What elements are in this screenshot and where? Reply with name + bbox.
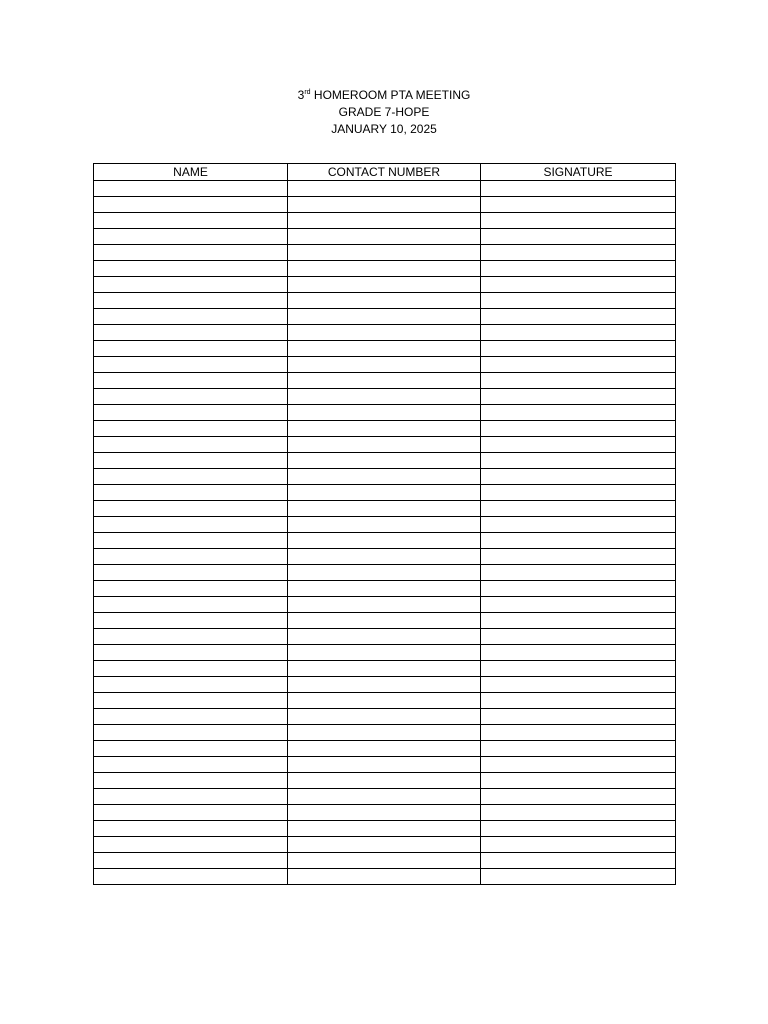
- signature-cell: [481, 197, 676, 213]
- name-cell: [94, 405, 288, 421]
- name-cell: [94, 261, 288, 277]
- table-row: [94, 229, 676, 245]
- signature-cell: [481, 309, 676, 325]
- name-cell: [94, 229, 288, 245]
- name-cell: [94, 325, 288, 341]
- signature-cell: [481, 453, 676, 469]
- contact-number-cell: [288, 869, 481, 885]
- table-row: [94, 277, 676, 293]
- table-row: [94, 501, 676, 517]
- name-cell: [94, 341, 288, 357]
- contact-number-cell: [288, 709, 481, 725]
- contact-number-cell: [288, 357, 481, 373]
- title-text: HOMEROOM PTA MEETING: [310, 88, 471, 102]
- contact-number-cell: [288, 341, 481, 357]
- contact-number-cell: [288, 741, 481, 757]
- contact-number-cell: [288, 757, 481, 773]
- name-cell: [94, 357, 288, 373]
- table-row: [94, 485, 676, 501]
- contact-number-cell: [288, 581, 481, 597]
- contact-number-cell: [288, 453, 481, 469]
- name-cell: [94, 869, 288, 885]
- contact-number-cell: [288, 693, 481, 709]
- signature-cell: [481, 581, 676, 597]
- table-row: [94, 373, 676, 389]
- contact-number-cell: [288, 661, 481, 677]
- table-row: [94, 773, 676, 789]
- signature-cell: [481, 565, 676, 581]
- table-row: [94, 789, 676, 805]
- signature-cell: [481, 245, 676, 261]
- name-cell: [94, 309, 288, 325]
- table-row: [94, 453, 676, 469]
- header-row: [94, 164, 676, 181]
- contact-number-cell: [288, 197, 481, 213]
- table-row: [94, 837, 676, 853]
- contact-number-cell: [288, 309, 481, 325]
- table-row: [94, 629, 676, 645]
- grade-section: GRADE 7-HOPE: [338, 105, 430, 119]
- table-row: [94, 469, 676, 485]
- name-cell: [94, 389, 288, 405]
- table-row: [94, 853, 676, 869]
- contact-number-cell: [288, 373, 481, 389]
- signature-cell: [481, 677, 676, 693]
- table-row: [94, 437, 676, 453]
- signature-cell: [481, 405, 676, 421]
- contact-number-cell: [288, 805, 481, 821]
- table-row: [94, 565, 676, 581]
- column-header-signature: SIGNATURE: [481, 164, 676, 181]
- signature-cell: [481, 341, 676, 357]
- table-row: [94, 197, 676, 213]
- signature-cell: [481, 629, 676, 645]
- signature-cell: [481, 597, 676, 613]
- table-row: [94, 709, 676, 725]
- contact-number-cell: [288, 821, 481, 837]
- contact-number-cell: [288, 645, 481, 661]
- document-header: [0, 87, 768, 138]
- name-cell: [94, 805, 288, 821]
- table-row: [94, 549, 676, 565]
- table-row: [94, 645, 676, 661]
- signature-cell: [481, 469, 676, 485]
- signature-cell: [481, 229, 676, 245]
- name-cell: [94, 597, 288, 613]
- signature-cell: [481, 821, 676, 837]
- name-cell: [94, 741, 288, 757]
- table-body: [94, 181, 676, 885]
- name-cell: [94, 549, 288, 565]
- signature-cell: [481, 757, 676, 773]
- signature-cell: [481, 437, 676, 453]
- name-cell: [94, 533, 288, 549]
- contact-number-cell: [288, 677, 481, 693]
- signature-cell: [481, 549, 676, 565]
- table-row: [94, 805, 676, 821]
- name-cell: [94, 469, 288, 485]
- name-cell: [94, 725, 288, 741]
- signature-cell: [481, 181, 676, 197]
- signature-cell: [481, 709, 676, 725]
- ordinal-suffix: rd: [304, 89, 311, 96]
- name-cell: [94, 773, 288, 789]
- contact-number-cell: [288, 501, 481, 517]
- signature-cell: [481, 837, 676, 853]
- name-cell: [94, 629, 288, 645]
- contact-number-cell: [288, 597, 481, 613]
- table-row: [94, 341, 676, 357]
- signature-cell: [481, 613, 676, 629]
- name-cell: [94, 661, 288, 677]
- signature-cell: [481, 773, 676, 789]
- contact-number-cell: [288, 469, 481, 485]
- table-row: [94, 757, 676, 773]
- name-cell: [94, 213, 288, 229]
- signature-cell: [481, 693, 676, 709]
- contact-number-cell: [288, 613, 481, 629]
- signature-cell: [481, 517, 676, 533]
- signature-cell: [481, 261, 676, 277]
- name-cell: [94, 709, 288, 725]
- table-row: [94, 613, 676, 629]
- meeting-title: [0, 87, 768, 104]
- contact-number-cell: [288, 549, 481, 565]
- table-row: [94, 677, 676, 693]
- name-cell: [94, 197, 288, 213]
- name-cell: [94, 565, 288, 581]
- table-row: [94, 661, 676, 677]
- name-cell: [94, 837, 288, 853]
- table-row: [94, 325, 676, 341]
- contact-number-cell: [288, 405, 481, 421]
- name-cell: [94, 245, 288, 261]
- contact-number-cell: [288, 565, 481, 581]
- name-cell: [94, 453, 288, 469]
- signature-cell: [481, 789, 676, 805]
- signature-cell: [481, 661, 676, 677]
- contact-number-cell: [288, 229, 481, 245]
- column-header-contact-number: CONTACT NUMBER: [288, 164, 481, 181]
- attendance-table: [93, 163, 676, 885]
- column-header-name: NAME: [94, 164, 288, 181]
- signature-cell: [481, 741, 676, 757]
- name-cell: [94, 677, 288, 693]
- contact-number-cell: [288, 789, 481, 805]
- signature-cell: [481, 805, 676, 821]
- signature-cell: [481, 421, 676, 437]
- table-row: [94, 741, 676, 757]
- name-cell: [94, 789, 288, 805]
- table-row: [94, 597, 676, 613]
- name-cell: [94, 757, 288, 773]
- signature-cell: [481, 485, 676, 501]
- table-row: [94, 309, 676, 325]
- name-cell: [94, 613, 288, 629]
- contact-number-cell: [288, 261, 481, 277]
- name-cell: [94, 181, 288, 197]
- name-cell: [94, 821, 288, 837]
- table-row: [94, 245, 676, 261]
- meeting-date: JANUARY 10, 2025: [331, 122, 437, 136]
- signature-cell: [481, 325, 676, 341]
- signature-cell: [481, 373, 676, 389]
- contact-number-cell: [288, 389, 481, 405]
- contact-number-cell: [288, 725, 481, 741]
- name-cell: [94, 581, 288, 597]
- name-cell: [94, 437, 288, 453]
- signature-cell: [481, 213, 676, 229]
- name-cell: [94, 517, 288, 533]
- contact-number-cell: [288, 437, 481, 453]
- contact-number-cell: [288, 277, 481, 293]
- name-cell: [94, 373, 288, 389]
- signature-cell: [481, 533, 676, 549]
- table-row: [94, 213, 676, 229]
- signature-cell: [481, 277, 676, 293]
- signature-cell: [481, 725, 676, 741]
- signature-cell: [481, 389, 676, 405]
- table-row: [94, 293, 676, 309]
- table-row: [94, 725, 676, 741]
- name-cell: [94, 293, 288, 309]
- contact-number-cell: [288, 213, 481, 229]
- contact-number-cell: [288, 629, 481, 645]
- contact-number-cell: [288, 773, 481, 789]
- table-row: [94, 517, 676, 533]
- signature-cell: [481, 293, 676, 309]
- name-cell: [94, 485, 288, 501]
- contact-number-cell: [288, 181, 481, 197]
- contact-number-cell: [288, 325, 481, 341]
- table-row: [94, 421, 676, 437]
- table-row: [94, 693, 676, 709]
- name-cell: [94, 501, 288, 517]
- table-row: [94, 181, 676, 197]
- name-cell: [94, 277, 288, 293]
- table-row: [94, 389, 676, 405]
- table-row: [94, 821, 676, 837]
- signature-cell: [481, 869, 676, 885]
- contact-number-cell: [288, 837, 481, 853]
- signature-cell: [481, 357, 676, 373]
- contact-number-cell: [288, 853, 481, 869]
- table-row: [94, 405, 676, 421]
- table-row: [94, 533, 676, 549]
- contact-number-cell: [288, 293, 481, 309]
- contact-number-cell: [288, 421, 481, 437]
- signature-cell: [481, 501, 676, 517]
- table-row: [94, 581, 676, 597]
- contact-number-cell: [288, 517, 481, 533]
- signature-cell: [481, 853, 676, 869]
- contact-number-cell: [288, 245, 481, 261]
- table-row: [94, 261, 676, 277]
- contact-number-cell: [288, 485, 481, 501]
- signature-cell: [481, 645, 676, 661]
- table-row: [94, 357, 676, 373]
- contact-number-cell: [288, 533, 481, 549]
- name-cell: [94, 421, 288, 437]
- name-cell: [94, 693, 288, 709]
- name-cell: [94, 645, 288, 661]
- name-cell: [94, 853, 288, 869]
- ordinal-number: 3: [297, 88, 305, 102]
- table-row: [94, 869, 676, 885]
